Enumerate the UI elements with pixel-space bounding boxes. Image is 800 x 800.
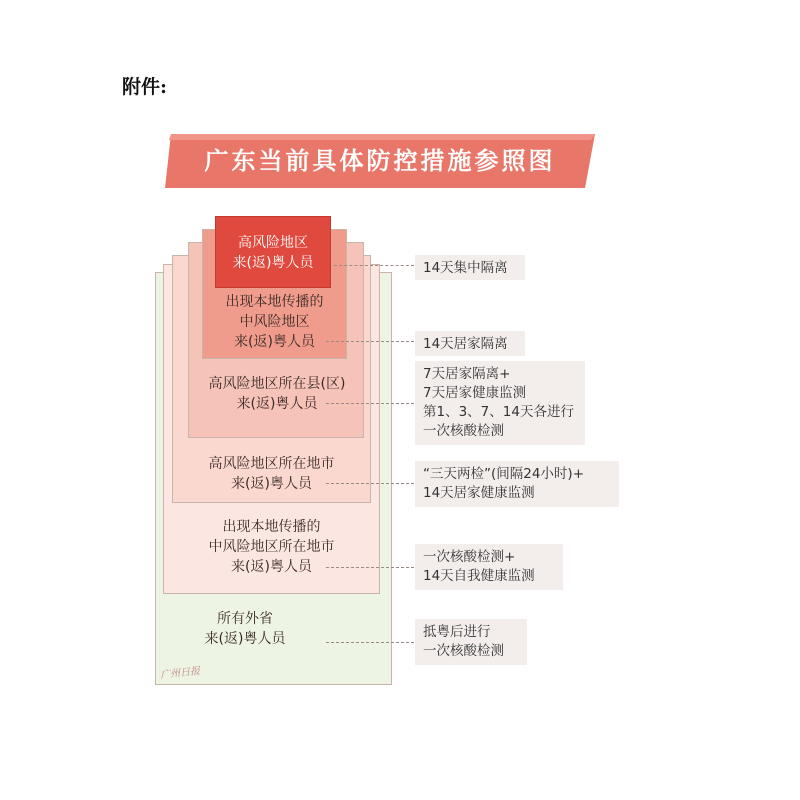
connector-5 bbox=[326, 567, 414, 568]
level-4-label: 高风险地区所在地市 来(返)粤人员 bbox=[208, 456, 335, 492]
measure-6: 抵粤后进行 一次核酸检测 bbox=[415, 619, 527, 665]
measure-1: 14天集中隔离 bbox=[415, 255, 525, 280]
measure-2: 14天居家隔离 bbox=[415, 331, 525, 356]
level-6-label: 所有外省 来(返)粤人员 bbox=[204, 611, 286, 647]
level-1-label: 高风险地区 来(返)粤人员 bbox=[232, 235, 314, 271]
connector-6 bbox=[326, 642, 414, 643]
measure-3: 7天居家隔离+ 7天居家健康监测 第1、3、7、14天各进行 一次核酸检测 bbox=[415, 361, 585, 445]
connector-3 bbox=[326, 403, 414, 404]
measure-5: 一次核酸检测+ 14天自我健康监测 bbox=[415, 544, 563, 590]
connector-2 bbox=[326, 341, 414, 342]
title-banner bbox=[165, 134, 595, 188]
level-3-label: 高风险地区所在县(区) 来(返)粤人员 bbox=[208, 376, 346, 412]
level-5-label: 出现本地传播的 中风险地区所在地市 来(返)粤人员 bbox=[208, 519, 335, 575]
connector-1 bbox=[334, 265, 414, 266]
attachment-label: 附件: bbox=[122, 76, 168, 98]
measure-4: “三天两检”(间隔24小时)+ 14天居家健康监测 bbox=[415, 461, 619, 507]
watermark-logo: 广州日报 bbox=[159, 665, 201, 682]
page-title: 广东当前具体防控措施参照图 bbox=[204, 146, 556, 175]
level-2-label: 出现本地传播的 中风险地区 来(返)粤人员 bbox=[225, 294, 324, 350]
connector-4 bbox=[326, 483, 414, 484]
